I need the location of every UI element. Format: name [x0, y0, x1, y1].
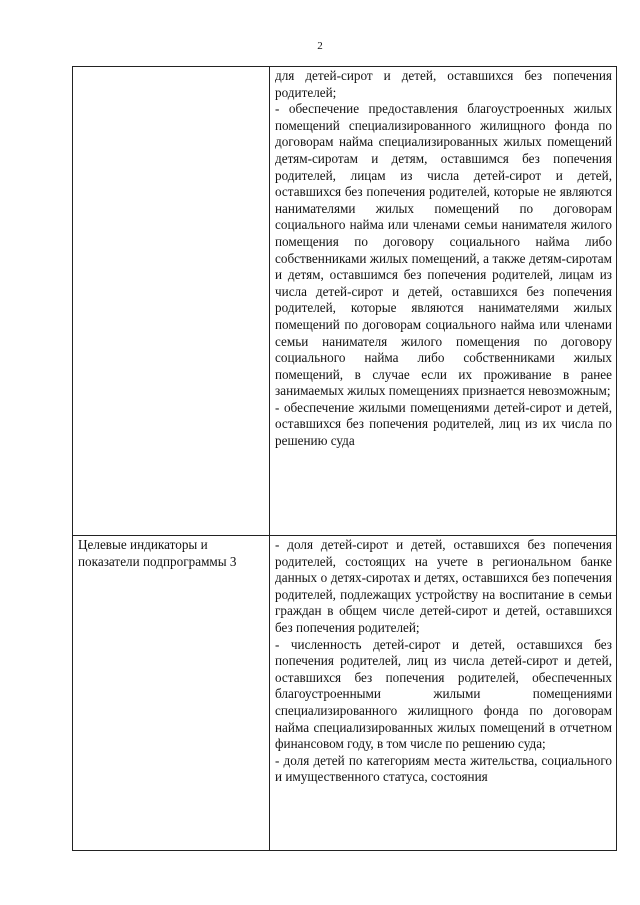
content-paragraph: - обеспечение предоставления благоустроенных жилых помещений специализированного жилищного фонда по договорам найма специализированных жилых помещений детям-сиротам и детям, оставшимся без попечения родителей, лицам из числа детей-сирот и детей, оставшихся без попечения родителей, которые не являются нанимателями жилых помещений по договорам социального найма или членами семьи нанимателя жилого помещения по договору социального найма либо собственниками жилых помещений, а также детям-сиротам и детям, оставшимся без попечения родителей, лицам из числа детей-сирот и детей, оставшихся без попечения родителей, которые являются нанимателями жилых помещений по договорам социального найма или членами семьи нанимателя жилого помещения по договору социального найма либо собственниками жилых помещений, в случае если их проживание в ранее занимаемых жилых помещениях признается невозможным; — [275, 101, 612, 399]
content-paragraph: - обеспечение жилыми помещениями детей-сирот и детей, оставшихся без попечения родителей, лиц из их числа по решению суда — [275, 399, 612, 449]
table-cell-content — [270, 536, 617, 851]
content-paragraph: для детей-сирот и детей, оставшихся без попечения родителей; — [275, 68, 612, 100]
table-cell-content — [270, 67, 617, 536]
subprogram-passport-table — [72, 66, 617, 851]
table-row — [73, 67, 617, 536]
row-label: Целевые индикаторы и показатели подпрограммы 3 — [78, 537, 237, 569]
content-paragraph: - доля детей по категориям места жительства, социального и имущественного статуса, состояния — [275, 752, 612, 785]
page-number: 2 — [317, 40, 323, 52]
content-paragraph: - доля детей-сирот и детей, оставшихся без попечения родителей, состоящих на учете в региональном банке данных о детях-сиротах и детях, оставшихся без попечения родителей, подлежащих устройству на воспитание в семьи граждан в общем числе детей-сирот и детей, оставшихся без попечения родителей; — [275, 537, 612, 635]
table-row — [73, 536, 617, 851]
table-cell-label — [73, 536, 270, 851]
table-cell-label — [73, 67, 270, 536]
content-paragraph: - численность детей-сирот и детей, оставшихся без попечения родителей, лиц из числа детей-сирот и детей, оставшихся без попечения родителей, обеспеченных благоустроенными жилыми помещениями специализированного жилищного фонда по договорам найма специализированных жилых помещений в отчетном финансовом году, в том числе по решению суда; — [275, 636, 612, 752]
